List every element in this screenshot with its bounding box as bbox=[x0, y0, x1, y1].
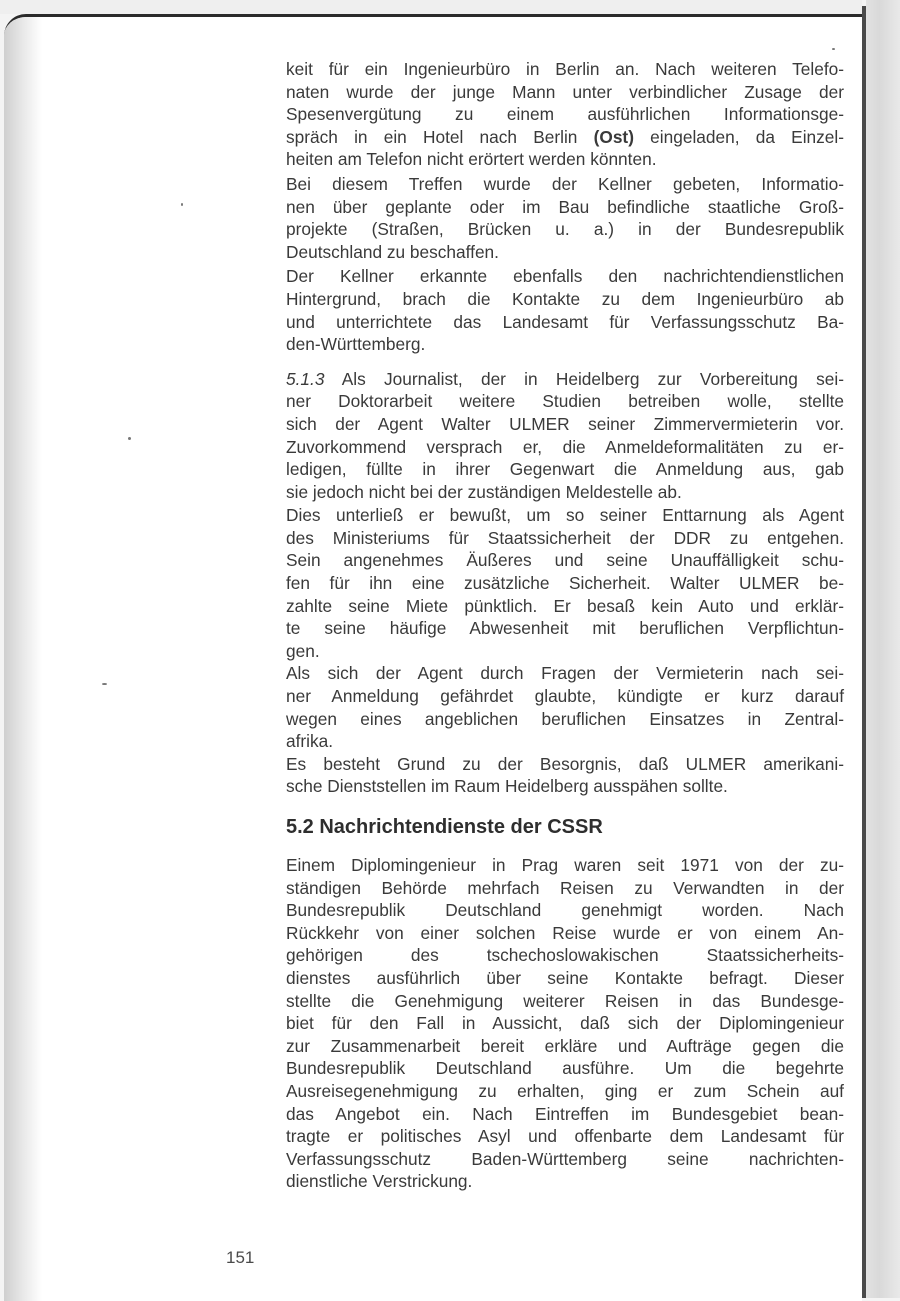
text-line: ledigen, füllte in ihrer Gegenwart die Anmeldung aus, gab bbox=[286, 459, 844, 480]
paragraph-besorgnis bbox=[286, 753, 844, 798]
text-line: Als sich der Agent durch Fragen der Vermieterin nach sei- bbox=[286, 663, 844, 684]
text-line: Es besteht Grund zu der Besorgnis, daß ULMER amerikani- bbox=[286, 753, 844, 774]
paragraph-vermieterin bbox=[286, 662, 844, 752]
text-line: zur Zusammenarbeit bereit erkläre und Aufträge gegen die bbox=[286, 1035, 844, 1056]
text-line: ständigen Behörde mehrfach Reisen zu Verwandten in der bbox=[286, 877, 844, 898]
text-line: den-Württemberg. bbox=[286, 334, 426, 355]
text-line: te seine häufige Abwesenheit mit beruflichen Verpflichtun- bbox=[286, 618, 844, 639]
scan-speck bbox=[832, 48, 835, 50]
scan-speck bbox=[102, 683, 107, 685]
text-line: heiten am Telefon nicht erörtert werden könnten. bbox=[286, 149, 657, 170]
paragraph-cssr-diplomingenieur bbox=[286, 854, 844, 1193]
text-run: Als Journalist, der in Heidelberg zur Vorbereitung sei- bbox=[324, 368, 844, 389]
text-line: Dies unterließ er bewußt, um so seiner Enttarnung als Agent bbox=[286, 505, 844, 526]
text-run: spräch in ein Hotel nach Berlin bbox=[286, 126, 594, 147]
paragraph-kellner bbox=[286, 265, 844, 355]
text-line: Bundesrepublik Deutschland genehmigt worden. Nach bbox=[286, 900, 844, 921]
text-line: dienstliche Verstrickung. bbox=[286, 1171, 473, 1192]
text-line: biet für den Fall in Aussicht, daß sich der Diplomingenieur bbox=[286, 1013, 844, 1034]
text-line: dienstes ausführlich über seine Kontakte befragt. Dieser bbox=[286, 967, 844, 988]
text-line: naten wurde der junge Mann unter verbindlicher Zusage der bbox=[286, 81, 844, 102]
text-line: sche Dienststellen im Raum Heidelberg ausspähen sollte. bbox=[286, 776, 728, 797]
section-heading-5-2: 5.2 Nachrichtendienste der CSSR bbox=[286, 816, 603, 838]
text-line: Spesenvergütung zu einem ausführlichen Informationsge- bbox=[286, 104, 844, 125]
text-line: Deutschland zu beschaffen. bbox=[286, 241, 499, 262]
text-line: fen für ihn eine zusätzliche Sicherheit. Walter ULMER be- bbox=[286, 573, 844, 594]
text-line: sich der Agent Walter ULMER seiner Zimmervermieterin vor. bbox=[286, 413, 844, 434]
text-line: afrika. bbox=[286, 731, 334, 752]
text-line: Bei diesem Treffen wurde der Kellner gebeten, Informatio- bbox=[286, 173, 844, 194]
text-line: Sein angenehmes Äußeres und seine Unauffälligkeit schu- bbox=[286, 550, 844, 571]
text-line: Rückkehr von einer solchen Reise wurde er von einem An- bbox=[286, 922, 844, 943]
text-line: gen. bbox=[286, 640, 320, 661]
text-line: Hintergrund, brach die Kontakte zu dem Ingenieurbüro ab bbox=[286, 288, 844, 309]
text-line: ner Anmeldung gefährdet glaubte, kündigte er kurz darauf bbox=[286, 686, 844, 707]
scan-top-margin bbox=[0, 0, 862, 14]
binding-shadow bbox=[4, 17, 42, 1301]
text-line: projekte (Straßen, Brücken u. a.) in der Bundesrepublik bbox=[286, 219, 844, 240]
text-line: wegen eines angeblichen beruflichen Einsatzes in Zentral- bbox=[286, 708, 844, 729]
scan-speck bbox=[128, 437, 131, 440]
text-line: ner Doktorarbeit weitere Studien betreiben wolle, stellte bbox=[286, 391, 844, 412]
section-number: 5.1.3 bbox=[286, 368, 325, 389]
text-line: gehörigen des tschechoslowakischen Staatssicherheits- bbox=[286, 945, 844, 966]
scan-speck bbox=[181, 203, 183, 206]
text-line: tragte er politisches Asyl und offenbarte dem Landesamt für bbox=[286, 1126, 844, 1147]
text-line: stellte die Genehmigung weiterer Reisen in das Bundesge- bbox=[286, 990, 844, 1011]
text-line: Der Kellner erkannte ebenfalls den nachrichtendienstlichen bbox=[286, 266, 844, 287]
body-text-column bbox=[286, 58, 844, 1193]
adjacent-page-strip bbox=[866, 0, 900, 1298]
paragraph-ingenieurbuero bbox=[286, 58, 844, 171]
bold-text: (Ost) bbox=[593, 126, 634, 147]
page-number: 151 bbox=[226, 1248, 255, 1267]
text-line: Verfassungsschutz Baden-Württemberg seine nachrichten- bbox=[286, 1148, 844, 1169]
text-run: eingeladen, da Einzel- bbox=[633, 126, 844, 147]
text-line-mixed bbox=[286, 126, 844, 149]
text-line: keit für ein Ingenieurbüro in Berlin an. Nach weiteren Telefo- bbox=[286, 59, 844, 79]
text-line: zahlte seine Miete pünktlich. Er besaß kein Auto und erklär- bbox=[286, 595, 844, 616]
text-line: nen über geplante oder im Bau befindliche staatliche Groß- bbox=[286, 196, 844, 217]
paragraph-enttarnung bbox=[286, 504, 844, 662]
text-line: sie jedoch nicht bei der zuständigen Meldestelle ab. bbox=[286, 481, 682, 502]
paragraph-treffen bbox=[286, 173, 844, 263]
text-line: Bundesrepublik Deutschland ausführe. Um die begehrte bbox=[286, 1058, 844, 1079]
text-line: Ausreisegenehmigung zu erhalten, ging er zum Schein auf bbox=[286, 1080, 844, 1101]
text-line: Einem Diplomingenieur in Prag waren seit 1971 von der zu- bbox=[286, 855, 844, 875]
paragraph-5-1-3 bbox=[286, 368, 844, 504]
text-line: und unterrichtete das Landesamt für Verfassungsschutz Ba- bbox=[286, 311, 844, 332]
text-line-mixed bbox=[286, 368, 844, 391]
text-line: das Angebot ein. Nach Eintreffen im Bundesgebiet bean- bbox=[286, 1103, 844, 1124]
text-line: des Ministeriums für Staatssicherheit der DDR zu entgehen. bbox=[286, 527, 844, 548]
text-line: Zuvorkommend versprach er, die Anmeldeformalitäten zu er- bbox=[286, 436, 844, 457]
